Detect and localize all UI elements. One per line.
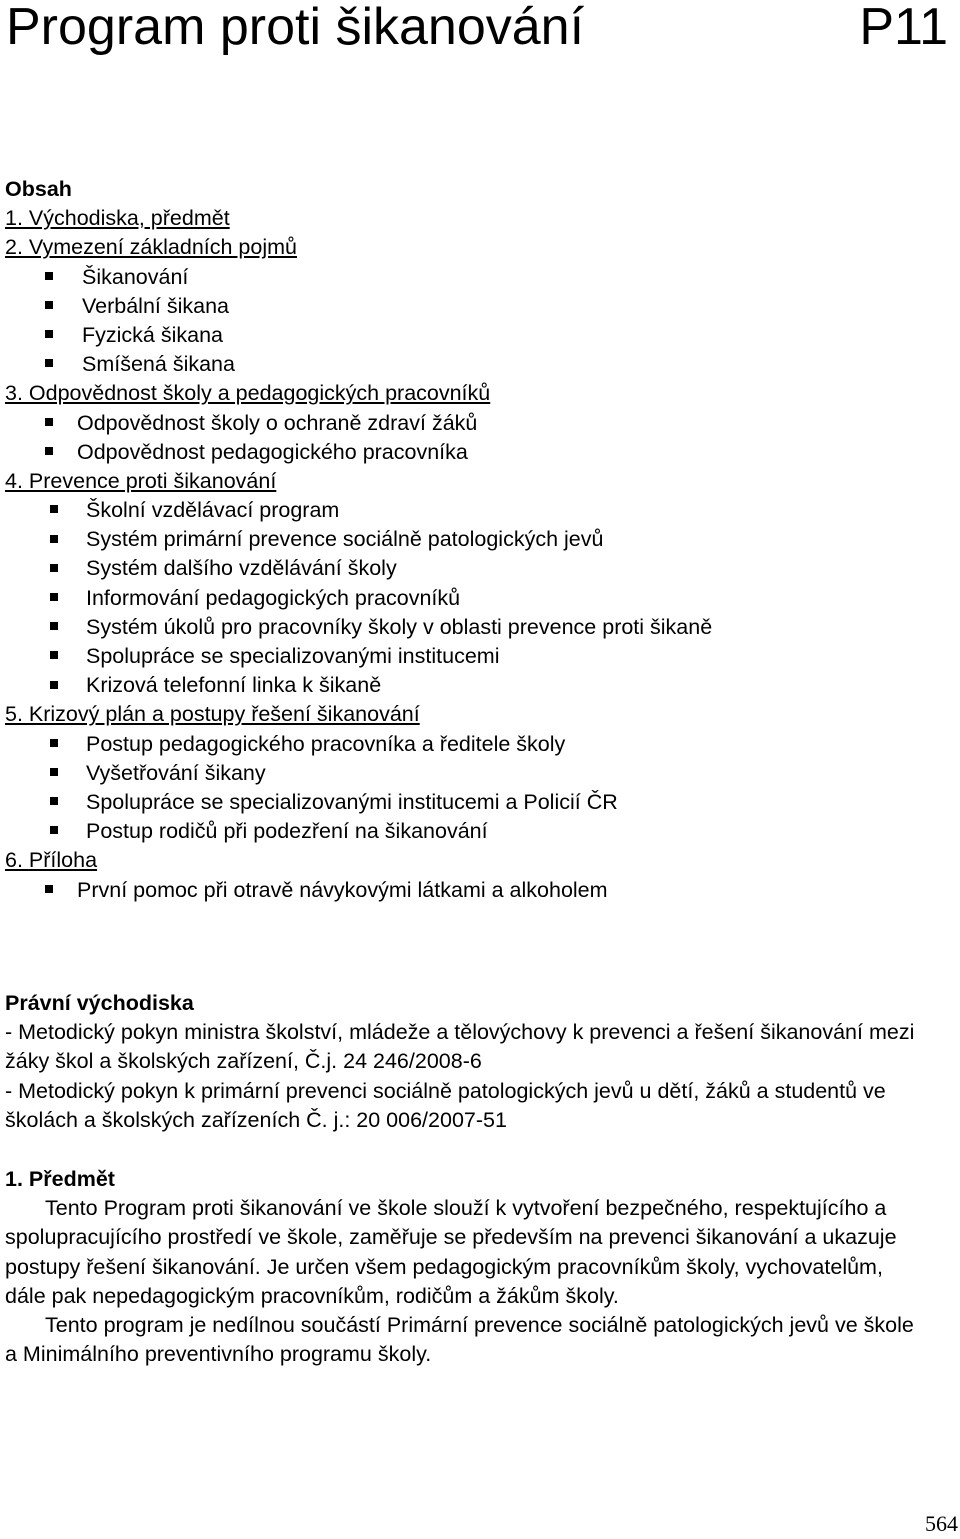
document-code: P11 xyxy=(859,0,948,56)
square-bullet-icon xyxy=(45,272,53,280)
toc-subitem-label: Postup pedagogického pracovníka a ředitele školy xyxy=(86,731,566,756)
square-bullet-icon xyxy=(45,330,53,338)
toc-subitem-label: Informování pedagogických pracovníků xyxy=(86,585,461,610)
toc-subitem-label: Verbální šikana xyxy=(82,293,230,318)
square-bullet-icon xyxy=(45,359,53,367)
toc-subitem xyxy=(5,554,712,583)
toc-section-6-label: Příloha xyxy=(28,848,98,873)
toc-subitem xyxy=(5,263,712,292)
toc-section-6 xyxy=(5,846,712,875)
square-bullet-icon xyxy=(50,651,58,659)
subject-paragraph: Tento Program proti šikanování ve škole slouží k vytvoření bezpečného, respektujícího a spolupracujícího prostředí ve škole, zaměřuje se především na prevenci šikanování a ukazuje postupy řešení šikanování. Je určen všem pedagogickým pracovníkům školy, vychovatelům, dále pak nepedagogickým pracovníkům, rodičům a žákům školy. xyxy=(5,1196,897,1308)
square-bullet-icon xyxy=(45,447,53,455)
subject-heading: 1. Předmět xyxy=(5,1167,115,1191)
toc-subitem-label: Krizová telefonní linka k šikaně xyxy=(86,673,382,698)
toc-section-2: 2. Vymezení základních pojmů xyxy=(5,235,297,260)
square-bullet-icon xyxy=(50,505,58,513)
legal-basis-item: - Metodický pokyn ministra školství, mládeže a tělovýchovy k prevenci a řešení šikanování mezi žáky škol a školských zařízení, Č.j. 24 246/2008-6 xyxy=(5,1020,915,1074)
legal-basis-heading: Právní východiska xyxy=(5,991,194,1015)
toc-section-6-number: 6. xyxy=(5,848,29,873)
toc-subitem-label: Systém úkolů pro pracovníky školy v oblasti prevence proti šikaně xyxy=(86,614,713,639)
toc-subitem xyxy=(5,496,712,525)
subject-section xyxy=(5,1165,920,1369)
toc-subitem xyxy=(5,525,712,554)
toc-subitem-label: Šikanování xyxy=(82,264,189,289)
toc-heading: Obsah xyxy=(5,177,72,201)
subject-paragraph: Tento program je nedílnou součástí Primární prevence sociálně patologických jevů ve škole a Minimálního preventivního programu školy. xyxy=(5,1313,914,1367)
toc-subitem-label: Systém dalšího vzdělávání školy xyxy=(86,556,397,581)
toc-subitem xyxy=(5,876,712,905)
toc-subitem xyxy=(5,613,712,642)
toc-subitem-label: Školní vzdělávací program xyxy=(86,498,340,523)
square-bullet-icon xyxy=(45,885,53,893)
toc-subitem xyxy=(5,817,712,846)
toc-subitem-label: Spolupráce se specializovanými institucemi xyxy=(86,644,500,668)
page-number: 564 xyxy=(925,1511,958,1536)
toc-section-4: 4. Prevence proti šikanování xyxy=(5,468,277,493)
toc-subitem xyxy=(5,788,712,817)
toc-section-5: 5. Krizový plán a postupy řešení šikanování xyxy=(5,702,420,727)
toc-subitem-label: Postup rodičů při podezření na šikanování xyxy=(86,819,488,844)
toc-subitem-label: Odpovědnost pedagogického pracovníka xyxy=(77,439,468,464)
toc-subitem xyxy=(5,642,712,671)
square-bullet-icon xyxy=(50,826,58,834)
toc-subitem-label: První pomoc při otravě návykovými látkami a alkoholem xyxy=(77,877,608,902)
toc-subitem-label: Vyšetřování šikany xyxy=(86,760,266,785)
square-bullet-icon xyxy=(50,622,58,630)
square-bullet-icon xyxy=(50,535,58,543)
square-bullet-icon xyxy=(45,418,53,426)
legal-basis-item: - Metodický pokyn k primární prevenci sociálně patologických jevů u dětí, žáků a studentů ve školách a školských zařízeních Č. j.: 20 006/2007-51 xyxy=(5,1078,886,1132)
square-bullet-icon xyxy=(45,301,53,309)
toc-subitem xyxy=(5,671,712,700)
toc-subitem xyxy=(5,438,712,467)
toc-subitem-label: Smíšená šikana xyxy=(82,352,235,377)
square-bullet-icon xyxy=(50,681,58,689)
toc-section-3: 3. Odpovědnost školy a pedagogických pracovníků xyxy=(5,381,491,406)
toc-subitem-label: Fyzická šikana xyxy=(82,322,223,347)
toc-subitem xyxy=(5,350,712,379)
square-bullet-icon xyxy=(50,564,58,572)
toc-section-1: 1. Východiska, předmět xyxy=(5,206,230,231)
square-bullet-icon xyxy=(50,768,58,776)
toc-subitem-label: Spolupráce se specializovanými institucemi a Policií ČR xyxy=(86,789,618,814)
toc-subitem xyxy=(5,292,712,321)
toc-subitem-label: Systém primární prevence sociálně patologických jevů xyxy=(86,527,604,552)
square-bullet-icon xyxy=(50,739,58,747)
toc-subitem xyxy=(5,321,712,350)
toc-subitem xyxy=(5,730,712,759)
legal-basis-section xyxy=(5,989,920,1135)
toc-subitem xyxy=(5,409,712,438)
square-bullet-icon xyxy=(50,593,58,601)
page-header xyxy=(0,0,960,60)
table-of-contents xyxy=(5,175,712,905)
toc-subitem xyxy=(5,759,712,788)
toc-subitem-label: Odpovědnost školy o ochraně zdraví žáků xyxy=(77,410,478,435)
square-bullet-icon xyxy=(50,797,58,805)
document-title: Program proti šikanování xyxy=(6,0,585,56)
toc-subitem xyxy=(5,584,712,613)
